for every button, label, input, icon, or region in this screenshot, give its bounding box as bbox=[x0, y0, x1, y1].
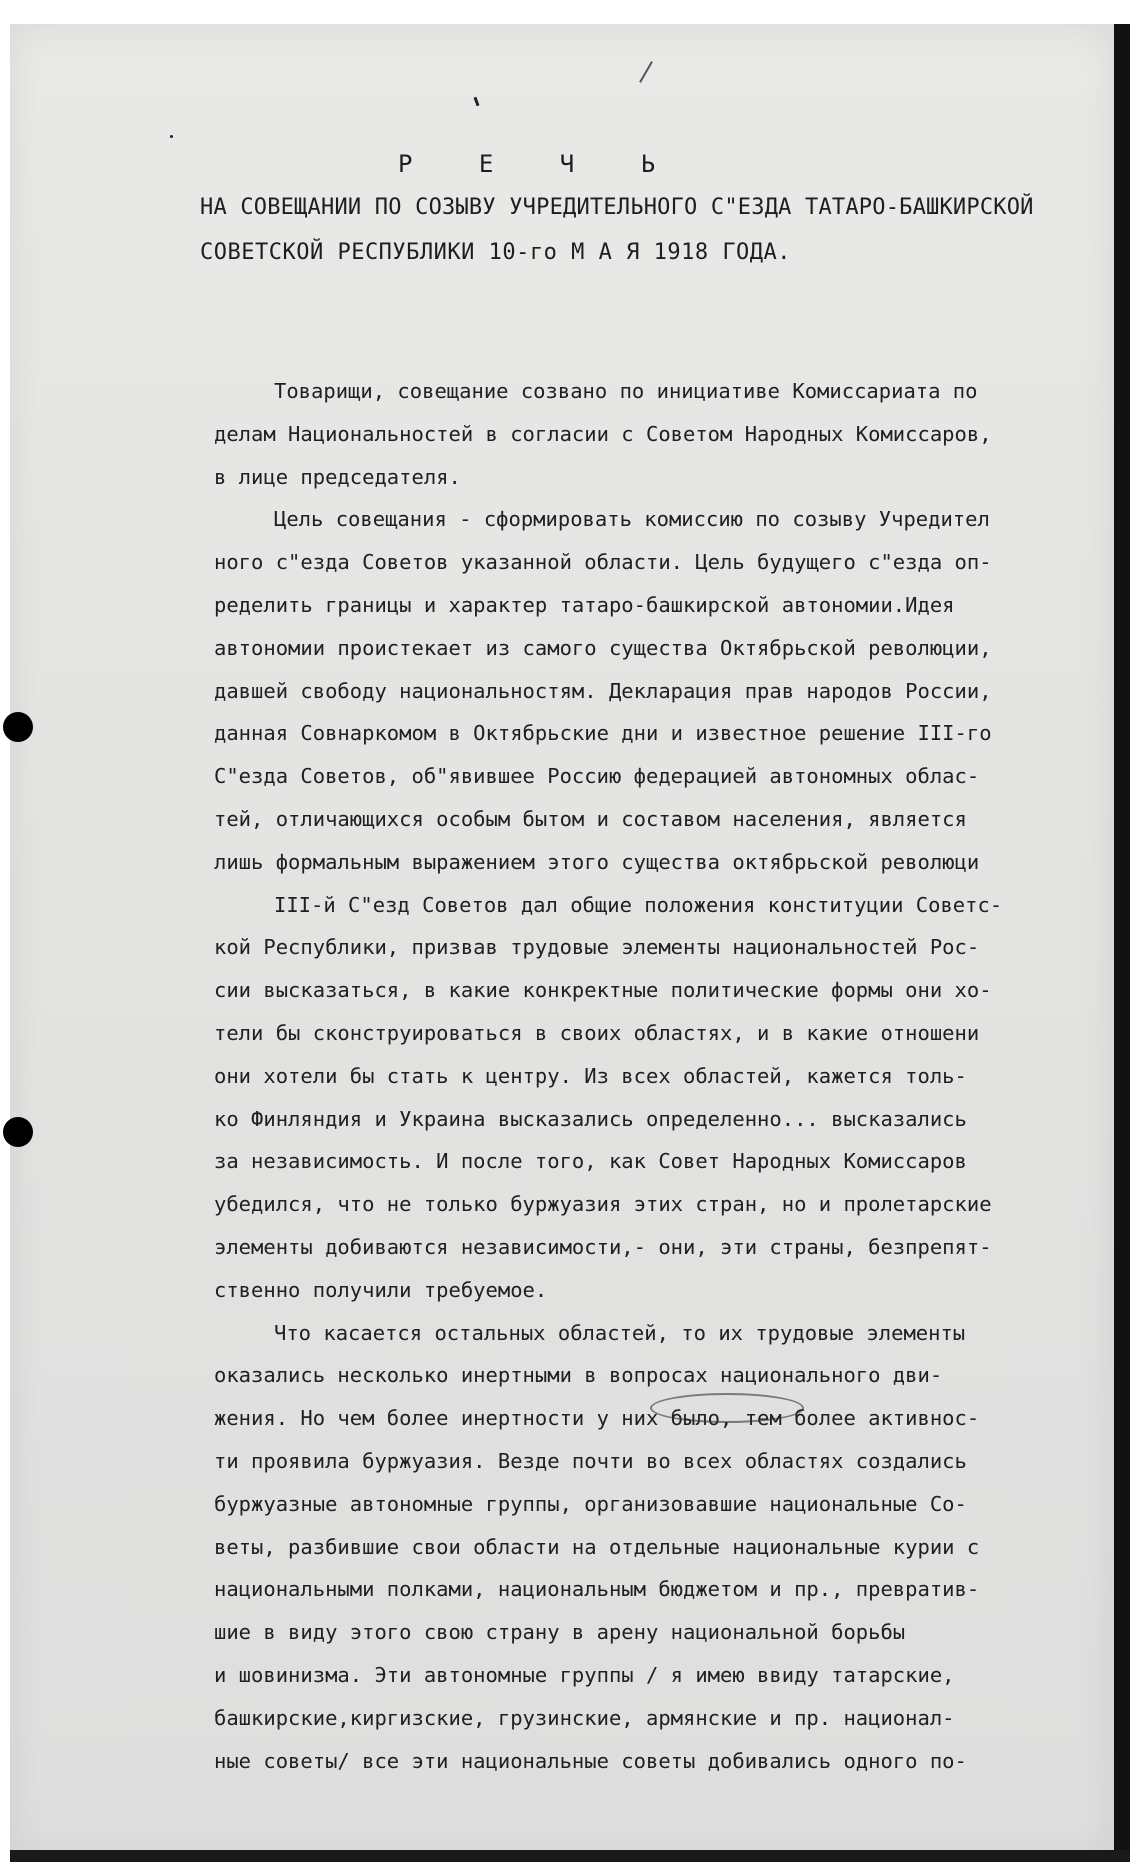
body-line: III-й С"езд Советов дал общие положения конституции Советс- bbox=[274, 892, 1003, 917]
body-line: оказались несколько инертными в вопросах национального дви- bbox=[214, 1363, 943, 1388]
body-line: делам Национальностей в согласии с Советом Народных Комиссаров, bbox=[214, 421, 992, 446]
handwritten-circle-mark bbox=[650, 1393, 804, 1423]
punch-hole-top bbox=[3, 712, 33, 742]
document-title-line-2: СОВЕТСКОЙ РЕСПУБЛИКИ 10-го М А Я 1918 ГОДА. bbox=[200, 240, 792, 265]
body-line: тей, отличающихся особым бытом и составом населения, является bbox=[214, 806, 967, 831]
body-line: ные советы/ все эти национальные советы добивались одного по- bbox=[214, 1748, 967, 1773]
body-line: веты, разбившие свои области на отдельные национальные курии с bbox=[214, 1534, 980, 1559]
body-line: башкирские,киргизские, грузинские, армянские и пр. национал- bbox=[214, 1705, 955, 1730]
body-line: С"езда Советов, об"явившее Россию федерацией автономных облас- bbox=[214, 764, 980, 789]
document-body bbox=[214, 370, 1114, 1782]
body-line: национальными полками, национальным бюджетом и пр., превратив- bbox=[214, 1577, 980, 1602]
body-line: Товарищи, совещание созвано по инициативе Комиссариата по bbox=[274, 379, 978, 403]
punch-hole-bottom bbox=[3, 1117, 33, 1147]
body-line: кой Республики, призвав трудовые элементы национальностей Рос- bbox=[214, 935, 980, 960]
body-line: за независимость. И после того, как Совет Народных Комиссаров bbox=[214, 1149, 967, 1174]
body-line: убедился, что не только буржуазия этих стран, но и пролетарские bbox=[214, 1192, 992, 1217]
body-line: они хотели бы стать к центру. Из всех областей, кажется толь- bbox=[214, 1063, 967, 1088]
body-line: ти проявила буржуазия. Везде почти во всех областях создались bbox=[214, 1448, 967, 1473]
document-heading: Р Е Ч Ь bbox=[398, 150, 682, 178]
body-line: элементы добиваются независимости,- они, эти страны, безпрепят- bbox=[214, 1234, 992, 1259]
body-line: данная Совнаркомом в Октябрьские дни и известное решение III-го bbox=[214, 721, 992, 746]
body-line: давшей свободу национальностям. Декларация прав народов России, bbox=[214, 678, 992, 703]
body-line: ного с"езда Советов указанной области. Цель будущего с"езда оп- bbox=[214, 550, 992, 575]
body-line: сии высказаться, в какие конкректные политические формы они хо- bbox=[214, 978, 992, 1003]
body-line: и шовинизма. Эти автономные группы / я имею ввиду татарские, bbox=[214, 1662, 955, 1687]
body-line: в лице председателя. bbox=[214, 464, 461, 489]
ink-speck bbox=[170, 135, 173, 138]
page-bottom-edge-shadow bbox=[10, 1850, 1130, 1862]
body-line: тели бы сконструироваться в своих областях, и в какие отношени bbox=[214, 1020, 980, 1045]
body-line: жения. Но чем более инертности у них было, тем более активнос- bbox=[214, 1406, 980, 1431]
body-line: Что касается остальных областей, то их трудовые элементы bbox=[274, 1320, 966, 1345]
body-line: шие в виду этого свою страну в арену национальной борьбы bbox=[214, 1620, 906, 1645]
body-line: автономии проистекает из самого существа Октябрьской революции, bbox=[214, 635, 992, 660]
body-line: ко Финляндия и Украина высказались определенно... высказались bbox=[214, 1106, 967, 1131]
document-title-line-1: НА СОВЕЩАНИИ ПО СОЗЫВУ УЧРЕДИТЕЛЬНОГО С"ЕЗДА ТАТАРО-БАШКИРСКОЙ bbox=[200, 195, 1034, 220]
body-line: Цель совещания - сформировать комиссию по созыву Учредител bbox=[274, 507, 990, 532]
body-line: лишь формальным выражением этого существа октябрьской революци bbox=[214, 849, 980, 874]
body-line: буржуазные автономные группы, организовавшие национальные Со- bbox=[214, 1491, 967, 1516]
page-right-edge-shadow bbox=[1114, 24, 1130, 1860]
body-line: ределить границы и характер татаро-башкирской автономии.Идея bbox=[214, 592, 955, 617]
body-line: ственно получили требуемое. bbox=[214, 1277, 548, 1302]
